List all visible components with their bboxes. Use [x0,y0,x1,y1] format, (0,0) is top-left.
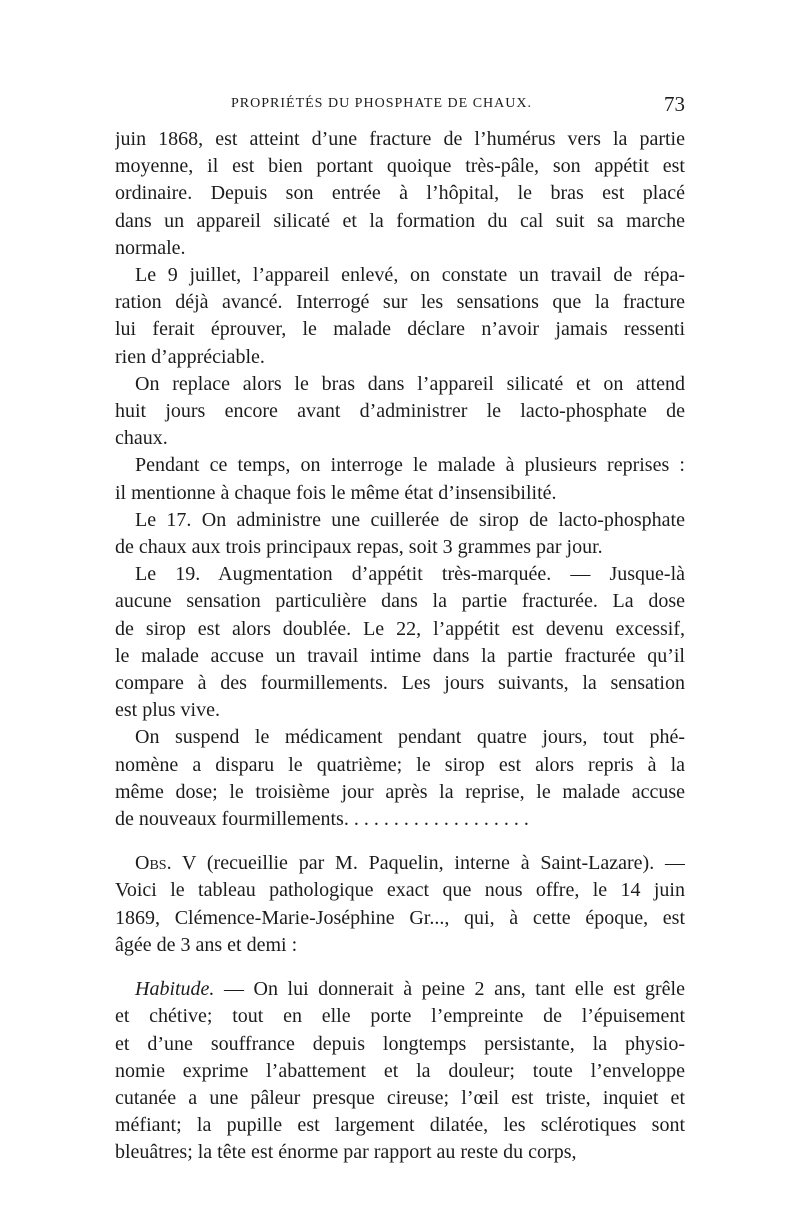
line-text: aucune sensation particulière dans la partie fracturée. La dose [115,590,685,613]
line-text: 1869, Clémence-Marie-Joséphine Gr..., qui, à cette époque, est [115,906,685,929]
line-text: Le 9 juillet, l’appareil enlevé, on constate un travail de répa- [135,264,685,287]
paragraph [115,371,685,453]
paragraph [115,976,685,1166]
paragraph [115,724,685,833]
text-line [115,806,685,833]
line-text: On replace alors le bras dans l’appareil silicaté et on attend [135,372,685,395]
text-line [115,452,685,479]
text-line [115,670,685,697]
text-line [115,425,685,452]
text-line [115,697,685,724]
line-text: ration déjà avancé. Interrogé sur les sensations que la fracture [115,291,685,314]
section-lead: Habitude. [135,978,215,1001]
line-text: dans un appareil silicaté et la formation du cal suit sa marche [115,209,685,232]
line-text: méfiant; la pupille est largement dilatée, les sclérotiques sont [115,1114,685,1137]
text-line [115,153,685,180]
paragraph [115,507,685,561]
text-line [115,262,685,289]
running-head [115,92,685,126]
line-text: le malade accuse un travail intime dans la partie fracturée qu’il [115,644,685,667]
line-text: est plus vive. [115,699,220,722]
document-page [115,92,685,1167]
line-text: — On lui donnerait à peine 2 ans, tant elle est grêle [214,978,685,1001]
line-text: Pendant ce temps, on interroge le malade à plusieurs reprises : [135,454,685,477]
paragraph-gap [115,833,685,850]
running-title: PROPRIÉTÉS DU PHOSPHATE DE CHAUX. [231,96,532,111]
page-number: 73 [664,92,685,116]
paragraph-gap [115,959,685,976]
text-line [115,208,685,235]
line-text: On suspend le médicament pendant quatre jours, tout phé- [135,726,685,749]
text-line [115,1003,685,1030]
line-text: compare à des fourmillements. Les jours suivants, la sensation [115,672,685,695]
paragraph [115,452,685,506]
line-text: de sirop est alors doublée. Le 22, l’appétit est devenu excessif, [115,617,685,640]
line-text: nomie exprime l’abattement et la douleur; toute l’enveloppe [115,1059,685,1082]
line-text: nomène a disparu le quatrième; le sirop est alors repris à la [115,753,685,776]
line-text: huit jours encore avant d’administrer le lacto-phosphate de [115,400,685,423]
text-line [115,316,685,343]
paragraph [115,126,685,262]
text-line [115,616,685,643]
line-text: et chétive; tout en elle porte l’empreinte de l’épuisement [115,1005,685,1028]
line-text: moyenne, il est bien portant quoique très-pâle, son appétit est [115,155,685,178]
text-line [115,480,685,507]
text-line [115,1085,685,1112]
text-line [115,976,685,1003]
line-text: bleuâtres; la tête est énorme par rapport au reste du corps, [115,1141,577,1164]
text-line [115,289,685,316]
text-line [115,180,685,207]
line-text: Voici le tableau pathologique exact que nous offre, le 14 juin [115,879,685,902]
paragraph [115,561,685,724]
line-text: de chaux aux trois principaux repas, soit 3 grammes par jour. [115,536,603,559]
line-text: juin 1868, est atteint d’une fracture de l’humérus vers la partie [115,128,685,150]
line-text: Le 19. Augmentation d’appétit très-marquée. — Jusque-là [135,563,685,586]
text-line [115,1112,685,1139]
text-line [115,877,685,904]
text-line [115,932,685,959]
text-line [115,561,685,588]
text-line [115,371,685,398]
line-text: même dose; le troisième jour après la reprise, le malade accuse [115,780,685,803]
line-text: lui ferait éprouver, le malade déclare n’avoir jamais ressenti [115,318,685,341]
text-line [115,588,685,615]
text-line [115,507,685,534]
text-line [115,724,685,751]
text-line [115,398,685,425]
line-text: âgée de 3 ans et demi : [115,933,298,956]
text-line [115,905,685,932]
line-text: cutanée a une pâleur presque cireuse; l’œil est triste, inquiet et [115,1086,685,1109]
line-text: normale. [115,236,186,259]
line-text: Le 17. On administre une cuillerée de sirop de lacto-phosphate [135,508,685,531]
text-line [115,752,685,779]
observation-label: Obs. [135,852,172,875]
line-text: chaux. [115,427,168,450]
text-line [115,1139,685,1166]
text-line [115,779,685,806]
paragraph [115,262,685,371]
line-text: et d’une souffrance depuis longtemps persistante, la physio- [115,1032,685,1055]
line-text: ordinaire. Depuis son entrée à l’hôpital, le bras est placé [115,182,685,205]
text-line [115,126,685,153]
text-line [115,643,685,670]
line-text: de nouveaux fourmillements. . . . . . . . . . . . . . . . . . . [115,808,529,831]
body-text [115,126,685,1167]
text-line [115,235,685,262]
text-line [115,344,685,371]
line-text: il mentionne à chaque fois le même état d’insensibilité. [115,481,557,504]
paragraph [115,850,685,959]
text-line [115,1031,685,1058]
text-line [115,534,685,561]
line-text: V (recueillie par M. Paquelin, interne à Saint-Lazare). — [171,852,685,875]
text-line [115,850,685,877]
text-line [115,1058,685,1085]
line-text: rien d’appréciable. [115,345,265,368]
